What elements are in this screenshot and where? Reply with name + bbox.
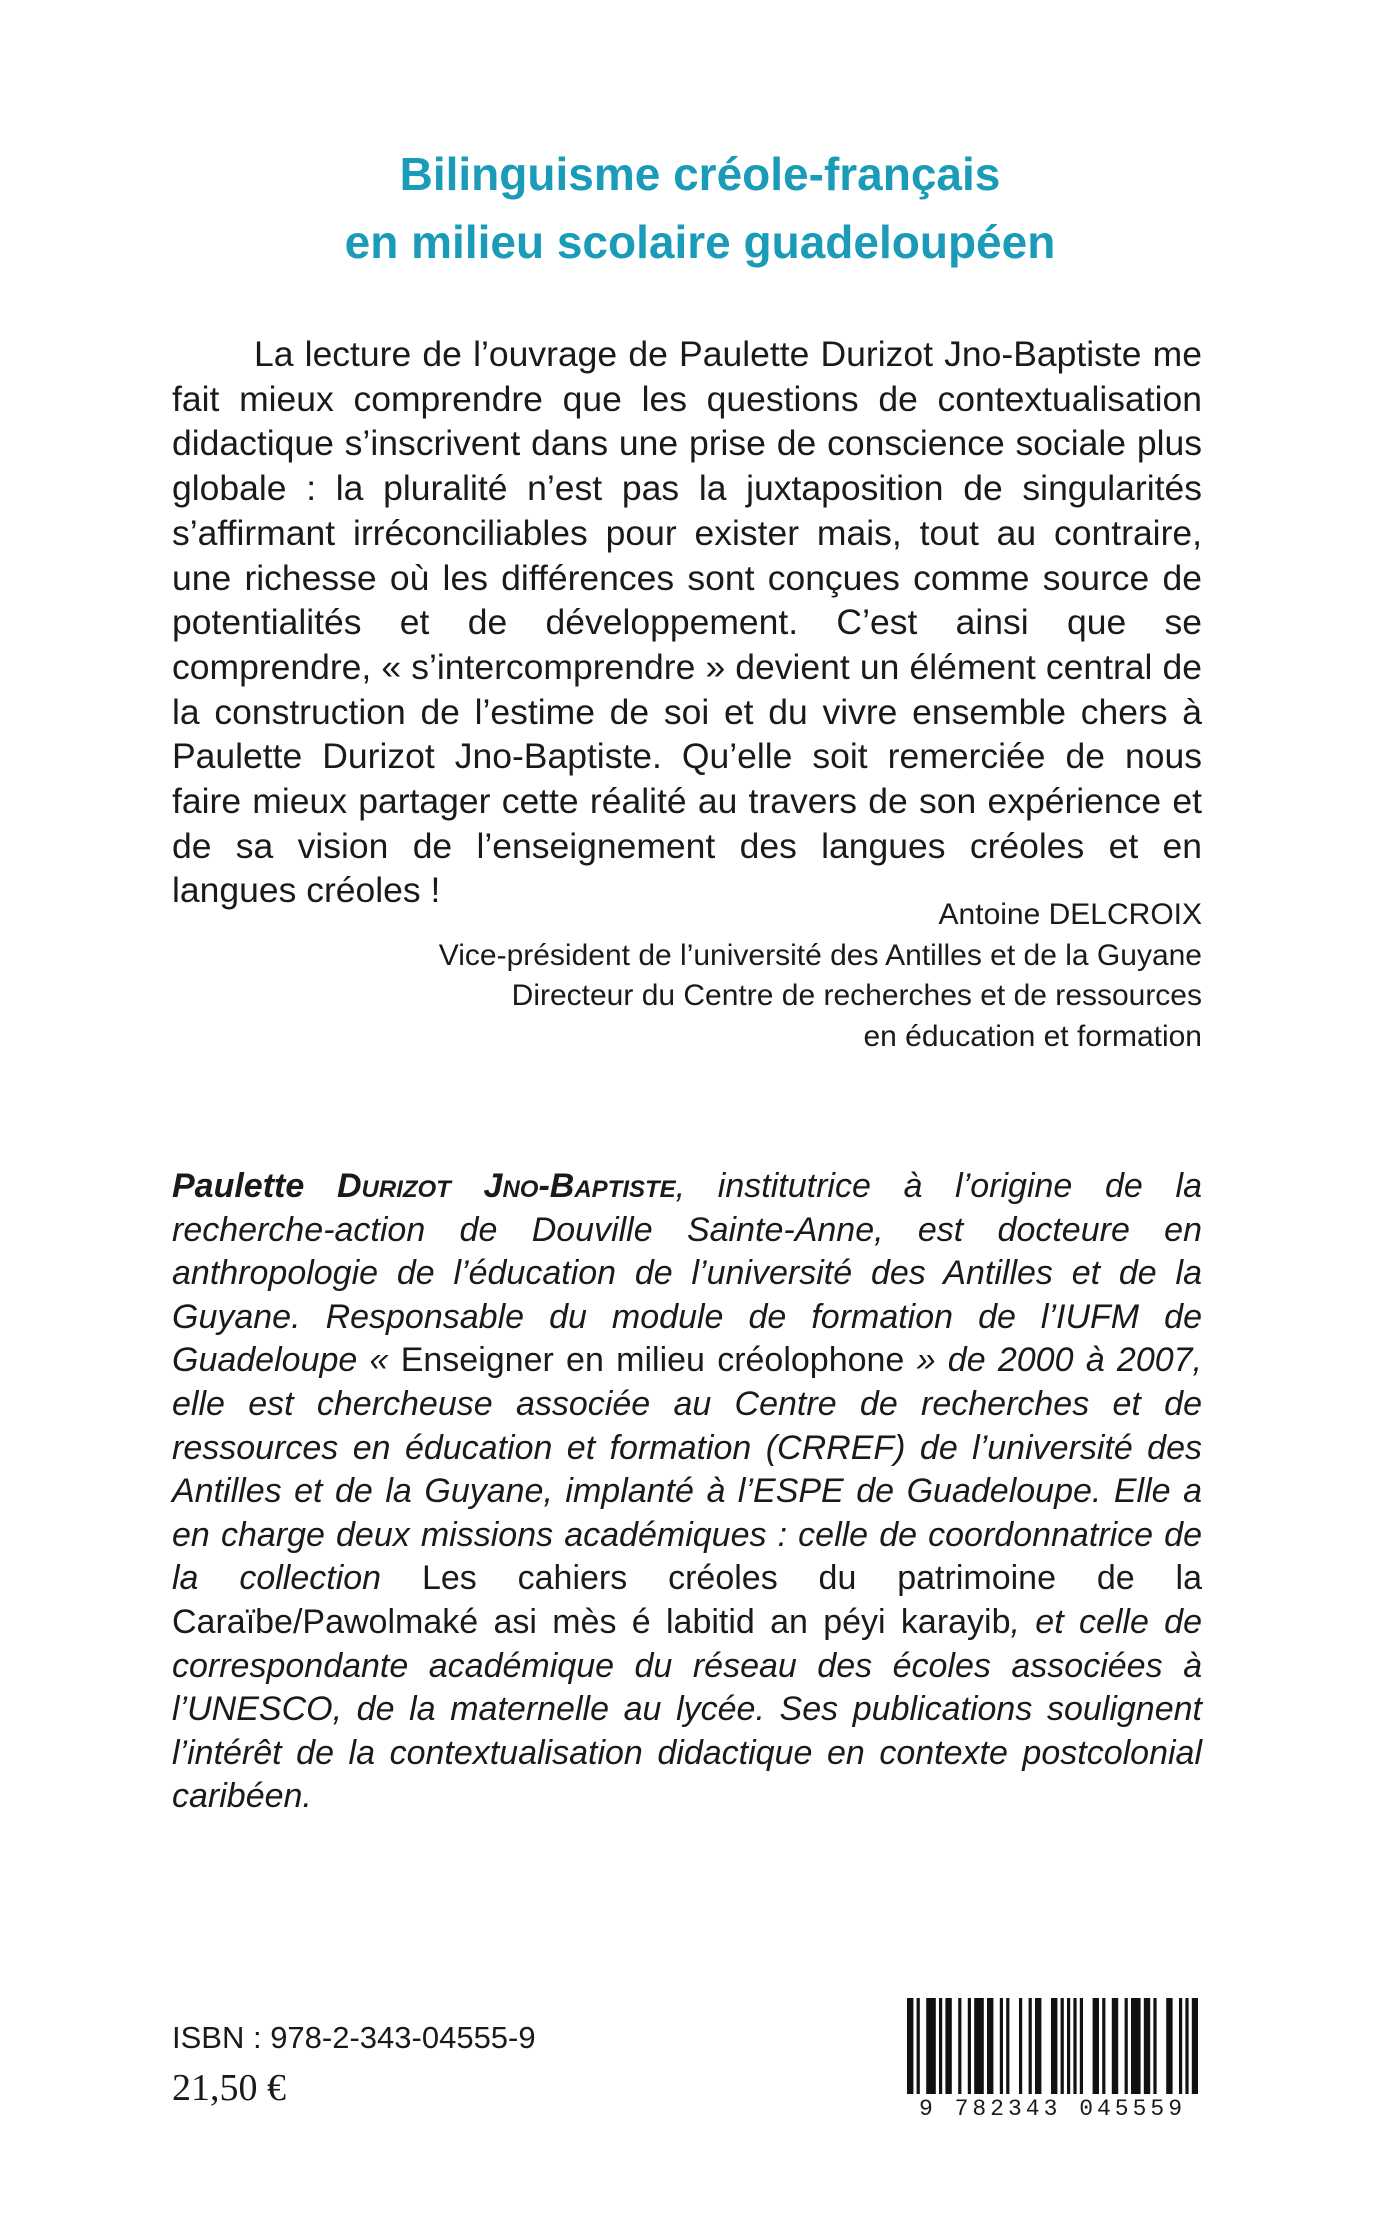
barcode-bar (1067, 1998, 1070, 2096)
isbn: ISBN : 978-2-343-04555-9 (172, 2020, 536, 2055)
bio-module-title: Enseigner en milieu créolophone (400, 1341, 905, 1380)
barcode-bar (939, 1998, 942, 2096)
barcode-bar (1019, 1998, 1022, 2096)
blurb-signature (300, 895, 1202, 1057)
signature-role-3: en éducation et formation (863, 1019, 1202, 1053)
barcode-bar (907, 1998, 913, 2096)
barcode-bar (1080, 1998, 1083, 2096)
barcode-bar (945, 1998, 951, 2096)
bio-text-2: » de 2000 à 2007, elle est chercheuse associée au Centre de recherches et de ressources en éducation et formation (CRREF) de l’université des Antilles et de la Guyane, implanté à l’ESPE de Guadeloupe. Elle a en charge deux missions académiques : celle de coordonnatrice de la collection (172, 1341, 1203, 1598)
barcode-bar (958, 1998, 961, 2096)
barcode-bar (1035, 1998, 1041, 2096)
barcode-bar (1102, 1998, 1105, 2096)
barcode-bar (1185, 1998, 1188, 2096)
barcode-bar (1112, 1998, 1118, 2096)
bio-text-3: , et celle de correspondante académique du réseau des écoles associées à l’UNESCO, de la maternelle au lycée. Ses publications soulignent l’intérêt de la contextualisation didactique en contexte postcolonial caribéen. (172, 1602, 1202, 1816)
barcode-bar (1192, 1998, 1198, 2096)
bio-text-1: , institutrice à l’origine de la recherche-action de Douville Sainte-Anne, est docteure en anthropologie de l’éducation de l’université des Antilles et de la Guyane. Responsable du module de formation de l’IUFM de Guadeloupe « (172, 1167, 1203, 1380)
signature-role-1: Vice-président de l’université des Antilles et de la Guyane (438, 938, 1202, 972)
author-name (172, 1167, 676, 1205)
barcode-bar (1153, 1998, 1156, 2096)
barcode-bar (1144, 1998, 1150, 2096)
barcode-bar (1125, 1998, 1128, 2096)
barcode-bar (1029, 1998, 1032, 2096)
signature-role-2: Directeur du Centre de recherches et de ressources (511, 979, 1202, 1012)
author-bio (172, 1165, 1202, 1819)
preface-blurb: La lecture de l’ouvrage de Paulette Durizot Jno-Baptiste me fait mieux comprendre que les questions de contextualisation didactique s’inscrivent dans une prise de conscience sociale plus globale : la pluralité n’est pas la juxtaposition de singularités s’affirmant irréconciliables pour exister mais, tout au contraire, une richesse où les différences sont conçues comme source de potentialités et de développement. C’est ainsi que se comprendre, « s’intercomprendre » devient un élément central de la construction de l’estime de soi et du vivre ensemble chers à Paulette Durizot Jno-Baptiste. Qu’elle soit remerciée de nous faire mieux partager cette réalité au travers de son expérience et de sa vision de l’enseignement des langues créoles et en langues créoles ! (172, 334, 1202, 911)
barcode-bar (974, 1998, 984, 2096)
barcode-bar (968, 1998, 971, 2096)
barcode-bar (1131, 1998, 1141, 2096)
barcode-bar (926, 1998, 936, 2096)
bio-collection-title: Les cahiers créoles du patrimoine de la Caraïbe/Pawolmaké asi mès é labitid an péyi karayib (172, 1559, 1202, 1641)
author-last-name: Durizot Jno-Baptiste (336, 1167, 676, 1205)
barcode-bar (1093, 1998, 1099, 2096)
barcode-bar (1000, 1998, 1003, 2096)
barcode-bar (1179, 1998, 1182, 2096)
barcode-bar (1006, 1998, 1009, 2096)
barcode-bars (895, 1998, 1210, 2096)
barcode-bar (987, 1998, 993, 2096)
barcode-bar (917, 1998, 920, 2096)
book-title-line-1: Bilinguisme créole-français (399, 148, 1001, 200)
barcode-bar (1073, 1998, 1076, 2096)
price: 21,50 € (172, 2067, 286, 2109)
book-title-line-2: en milieu scolaire guadeloupéen (344, 216, 1056, 268)
barcode-bar (1166, 1998, 1172, 2096)
signature-name: Antoine DELCROIX (938, 898, 1202, 931)
author-first-name: Paulette (172, 1167, 337, 1205)
barcode-bar (1051, 1998, 1057, 2096)
barcode-bar (1061, 1998, 1064, 2096)
book-title (0, 140, 1400, 276)
barcode-digits: 9 782343 045559 (895, 2094, 1210, 2124)
